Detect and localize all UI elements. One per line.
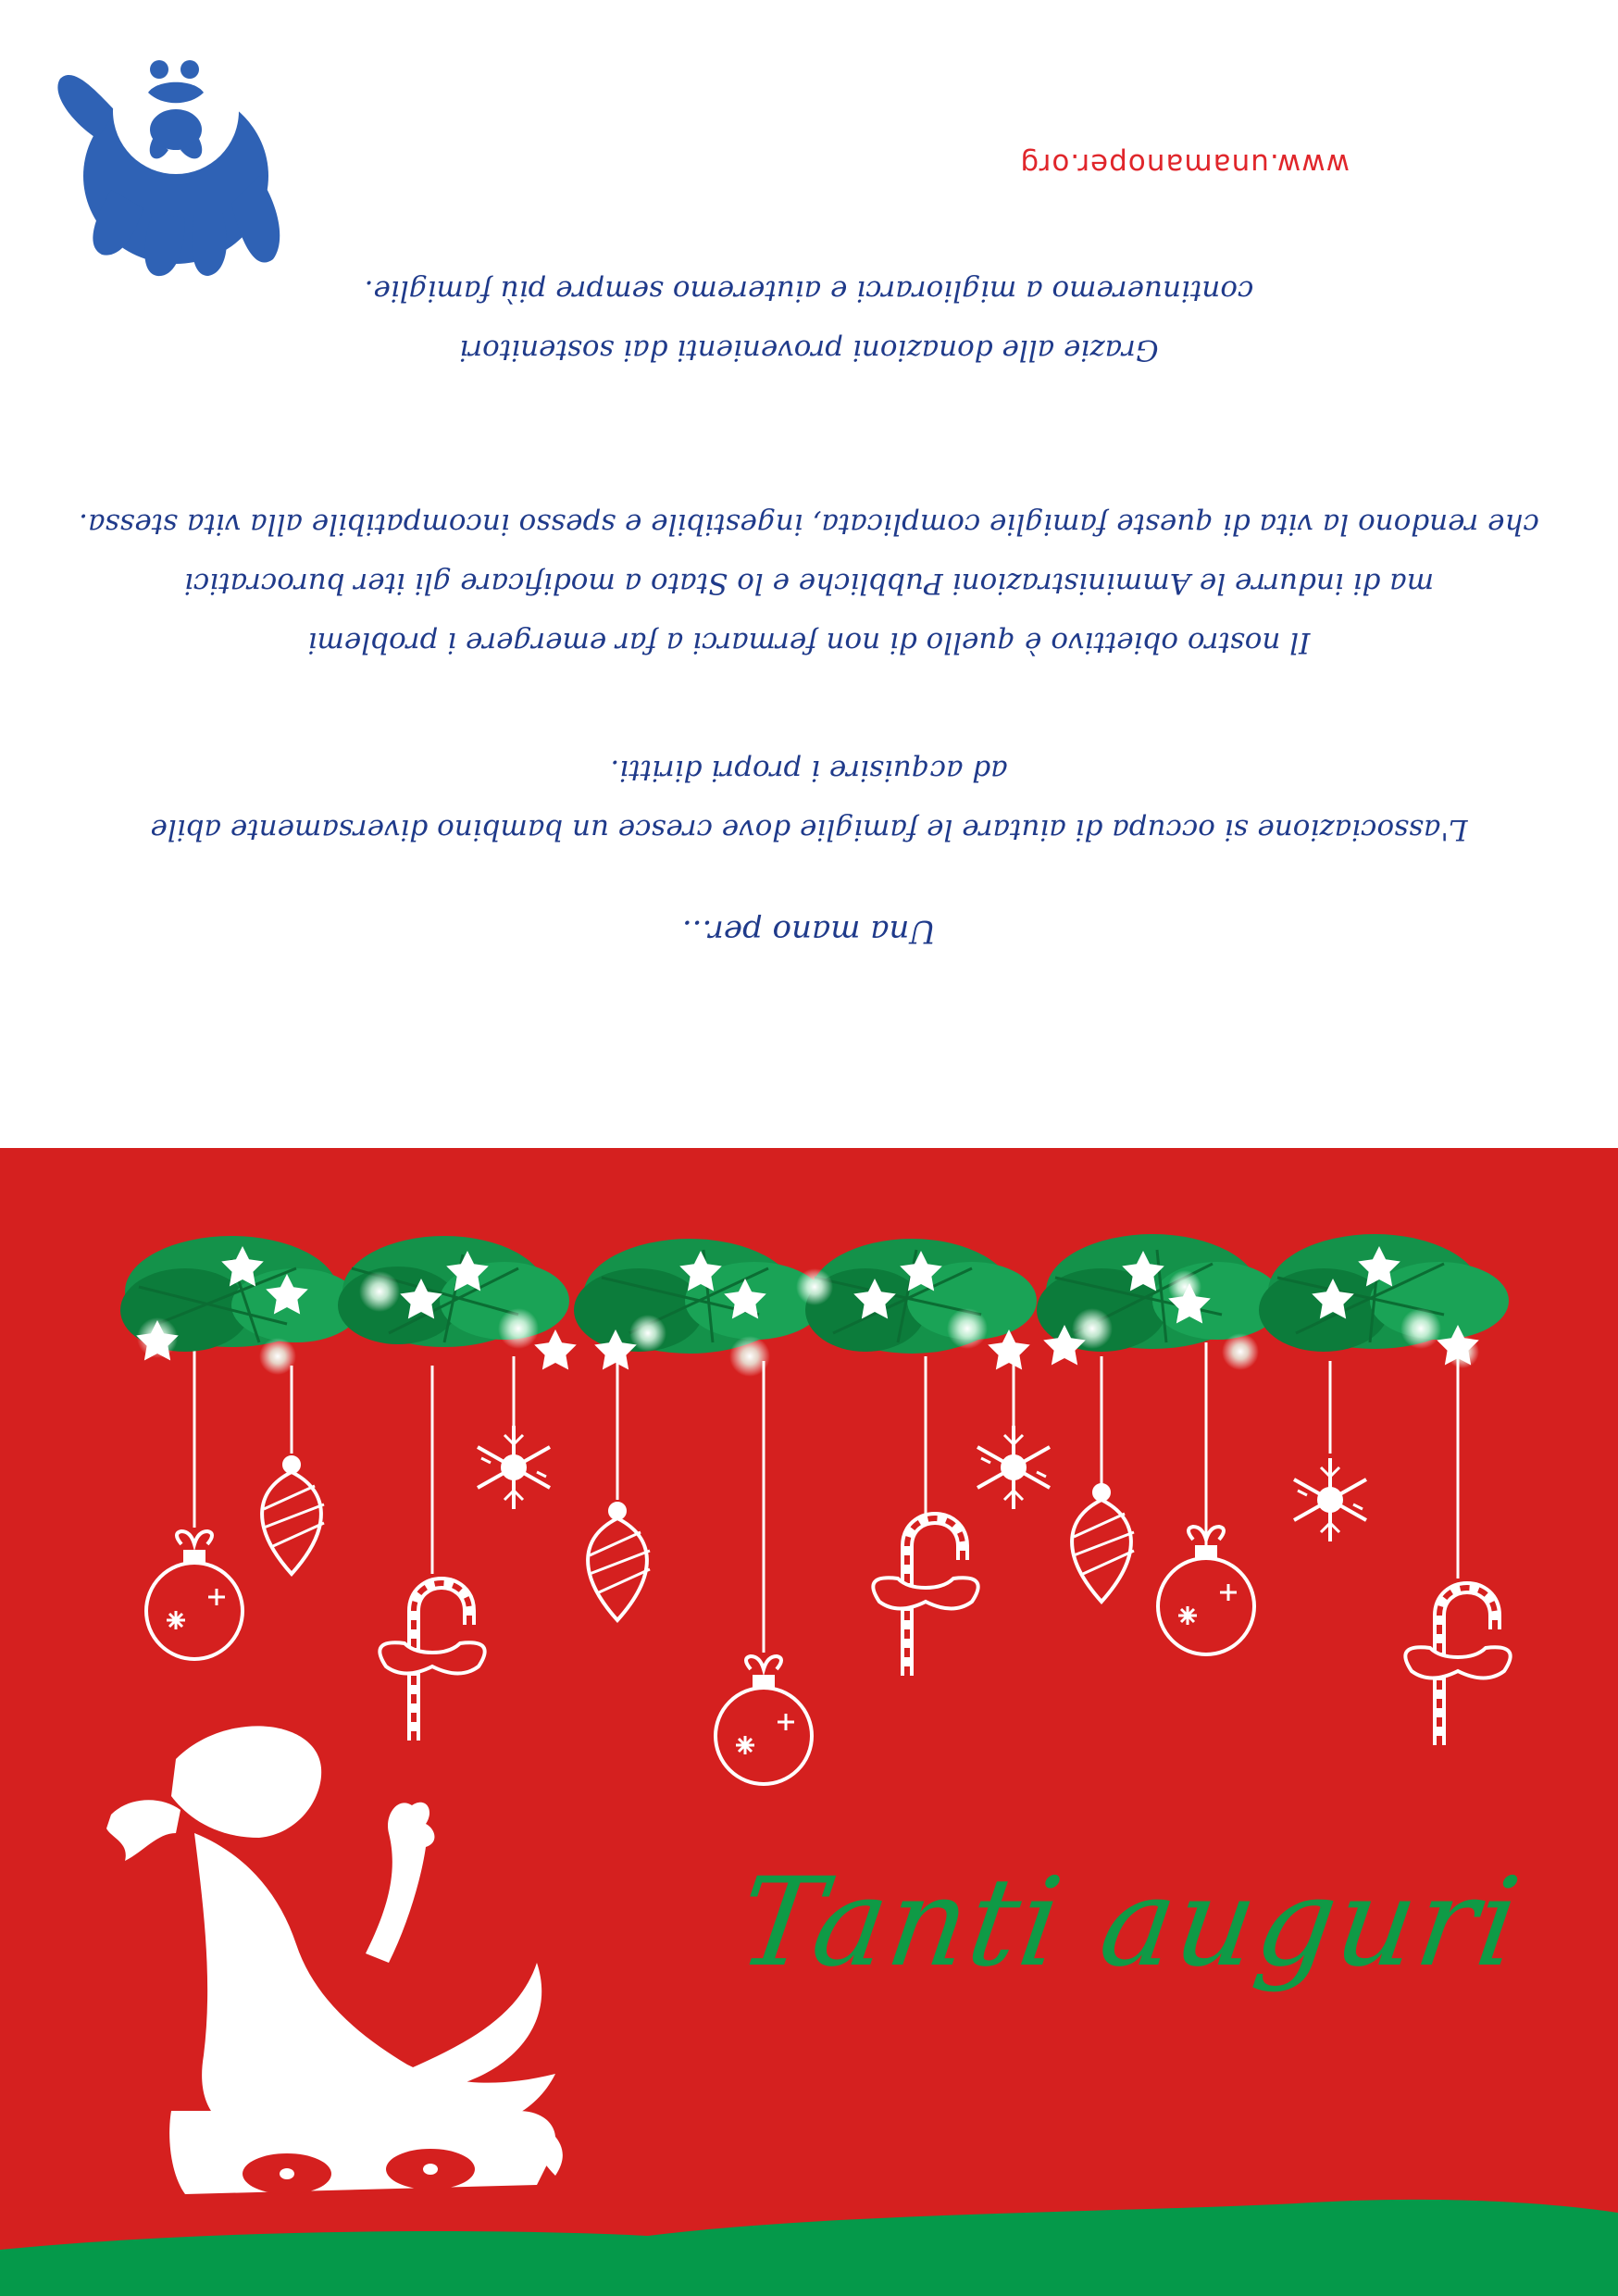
child-silhouette-icon xyxy=(106,1726,563,2194)
snowflake-icon xyxy=(977,1426,1050,1509)
star-icon xyxy=(534,1329,577,1369)
snowflake-icon xyxy=(478,1426,550,1509)
hand-logo-icon xyxy=(46,19,296,278)
christmas-ball-icon xyxy=(1158,1527,1254,1654)
paragraph-objective xyxy=(0,494,1618,672)
grass-ground xyxy=(0,2200,1618,2296)
heading-line: Una mano per... xyxy=(681,913,937,950)
paragraph-line: Grazie alle donazioni provenienti dai sostenitori xyxy=(459,333,1159,367)
paragraph-line: continueremo a migliorarci e aiuteremo sempre più famiglie. xyxy=(364,274,1254,307)
greeting-title: Tanti auguri xyxy=(730,1852,1530,1994)
inside-heading xyxy=(0,902,1618,961)
paragraph-line: L'associazione si occupa di aiutare le famiglie dove cresce un bambino diversamente abile xyxy=(150,813,1468,846)
card-front xyxy=(0,1148,1618,2296)
ornaments xyxy=(146,1426,1511,1784)
candy-cane-icon xyxy=(873,1518,977,1676)
drop-ornament-icon xyxy=(588,1504,650,1620)
website-link[interactable]: www.unamanoper.org xyxy=(1019,147,1350,181)
candy-cane-icon xyxy=(1405,1588,1510,1745)
drop-ornament-icon xyxy=(1072,1485,1134,1602)
paragraph-line: Il nostro obiettivo è quello di non fermarci a far emergere i problemi xyxy=(307,626,1311,659)
paragraph-line: che rendono la vita di queste famiglie complicata, ingestibile e spesso incompatibile alla vita stessa. xyxy=(79,507,1539,541)
candy-cane-icon xyxy=(380,1583,484,1741)
paragraph-line: ma di indurre le Amministrazioni Pubbliche e lo Stato a modificare gli iter burocratici xyxy=(183,567,1435,600)
christmas-ball-icon xyxy=(146,1531,243,1659)
snowflake-icon xyxy=(1294,1458,1366,1541)
christmas-ball-icon xyxy=(716,1656,812,1784)
ornament-strings xyxy=(194,1342,1458,1653)
front-illustration xyxy=(0,1148,1618,2296)
drop-ornament-icon xyxy=(262,1457,324,1574)
paragraph-thanks xyxy=(0,261,1618,380)
paragraph-mission xyxy=(0,741,1618,859)
paragraph-line: ad acquisire i propri diritti. xyxy=(610,754,1008,787)
